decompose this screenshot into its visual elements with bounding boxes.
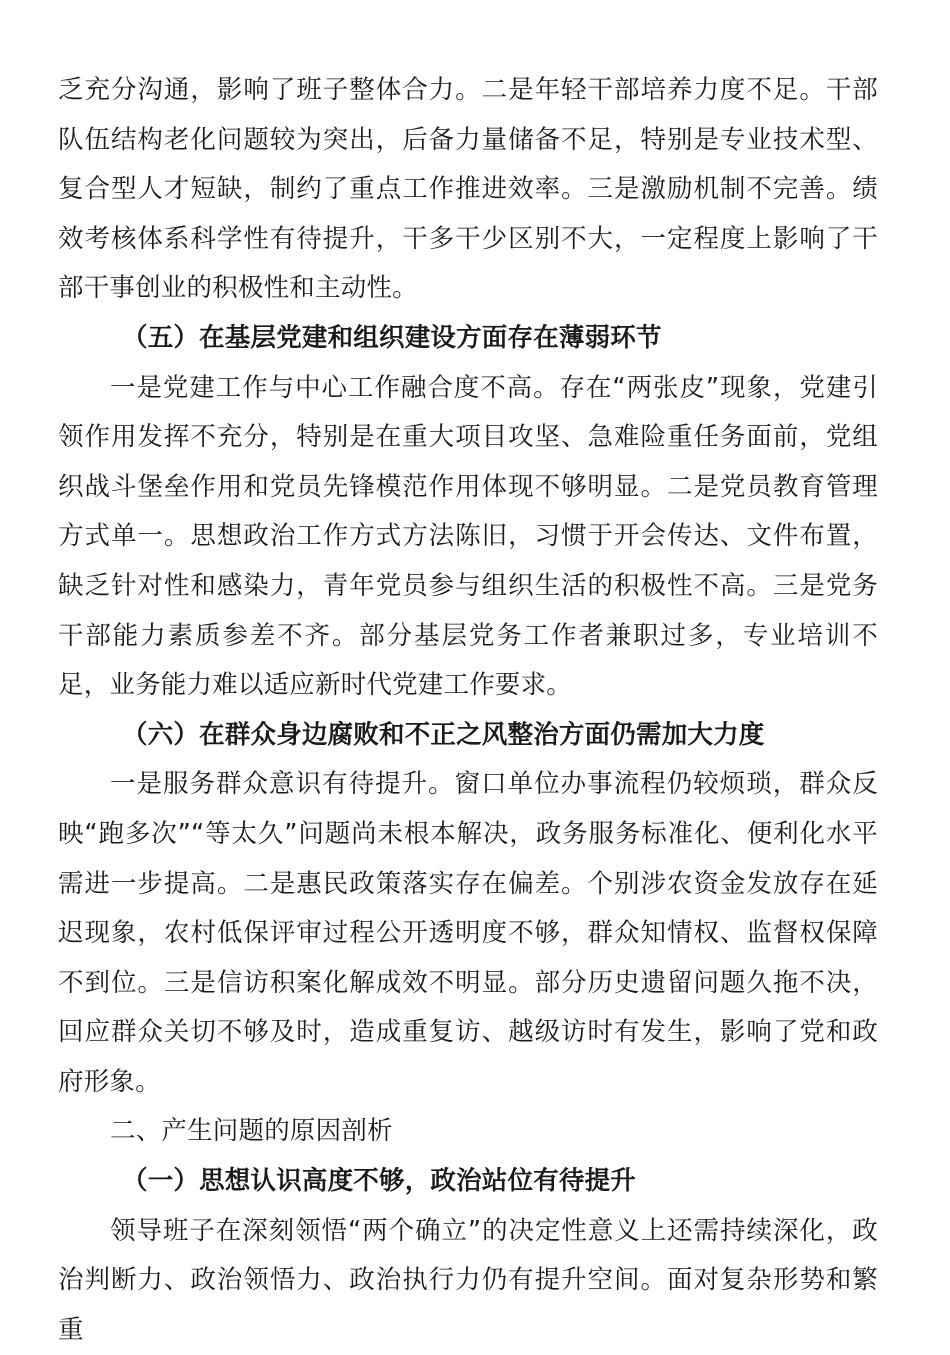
- heading-corruption-rectification: （六）在群众身边腐败和不正之风整治方面仍需加大力度: [122, 719, 765, 750]
- section-title-cause-analysis: 二、产生问题的原因剖析: [110, 1116, 393, 1147]
- paragraph-cadre-issues: 乏充分沟通，影响了班子整体合力。二是年轻干部培养力度不足。干部队伍结构老化问题较为突出，后备力量储备不足，特别是专业技术型、复合型人才短缺，制约了重点工作推进效率。三是激励机制不完善。绩效考核体系科学性有待提升，干多干少区别不大，一定程度上影响了干部干事创业的积极性和主动性。: [58, 75, 878, 304]
- heading-ideological-awareness: （一）思想认识高度不够，政治站位有待提升: [122, 1166, 637, 1197]
- heading-party-building: （五）在基层党建和组织建设方面存在薄弱环节: [122, 322, 662, 353]
- document-page: [58, 66, 878, 1355]
- paragraph-corruption-rectification: 一是服务群众意识有待提升。窗口单位办事流程仍较烦琐，群众反映“跑多次”“等太久”问题尚未根本解决，政务服务标准化、便利化水平需进一步提高。二是惠民政策落实存在偏差。个别涉农资金发放存在延迟现象，农村低保评审过程公开透明度不够，群众知情权、监督权保障不到位。三是信访积案化解成效不明显。部分历史遗留问题久拖不决，回应群众关切不够及时，造成重复访、越级访时有发生，影响了党和政府形象。: [58, 769, 878, 1097]
- paragraph-ideological-awareness: 领导班子在深刻领悟“两个确立”的决定性意义上还需持续深化，政治判断力、政治领悟力、政治执行力仍有提升空间。面对复杂形势和繁重: [58, 1215, 878, 1345]
- paragraph-party-building: 一是党建工作与中心工作融合度不高。存在“两张皮”现象，党建引领作用发挥不充分，特别是在重大项目攻坚、急难险重任务面前，党组织战斗堡垒作用和党员先锋模范作用体现不够明显。二是党员教育管理方式单一。思想政治工作方式方法陈旧，习惯于开会传达、文件布置，缺乏针对性和感染力，青年党员参与组织生活的积极性不高。三是党务干部能力素质参差不齐。部分基层党务工作者兼职过多，专业培训不足，业务能力难以适应新时代党建工作要求。: [58, 372, 878, 701]
